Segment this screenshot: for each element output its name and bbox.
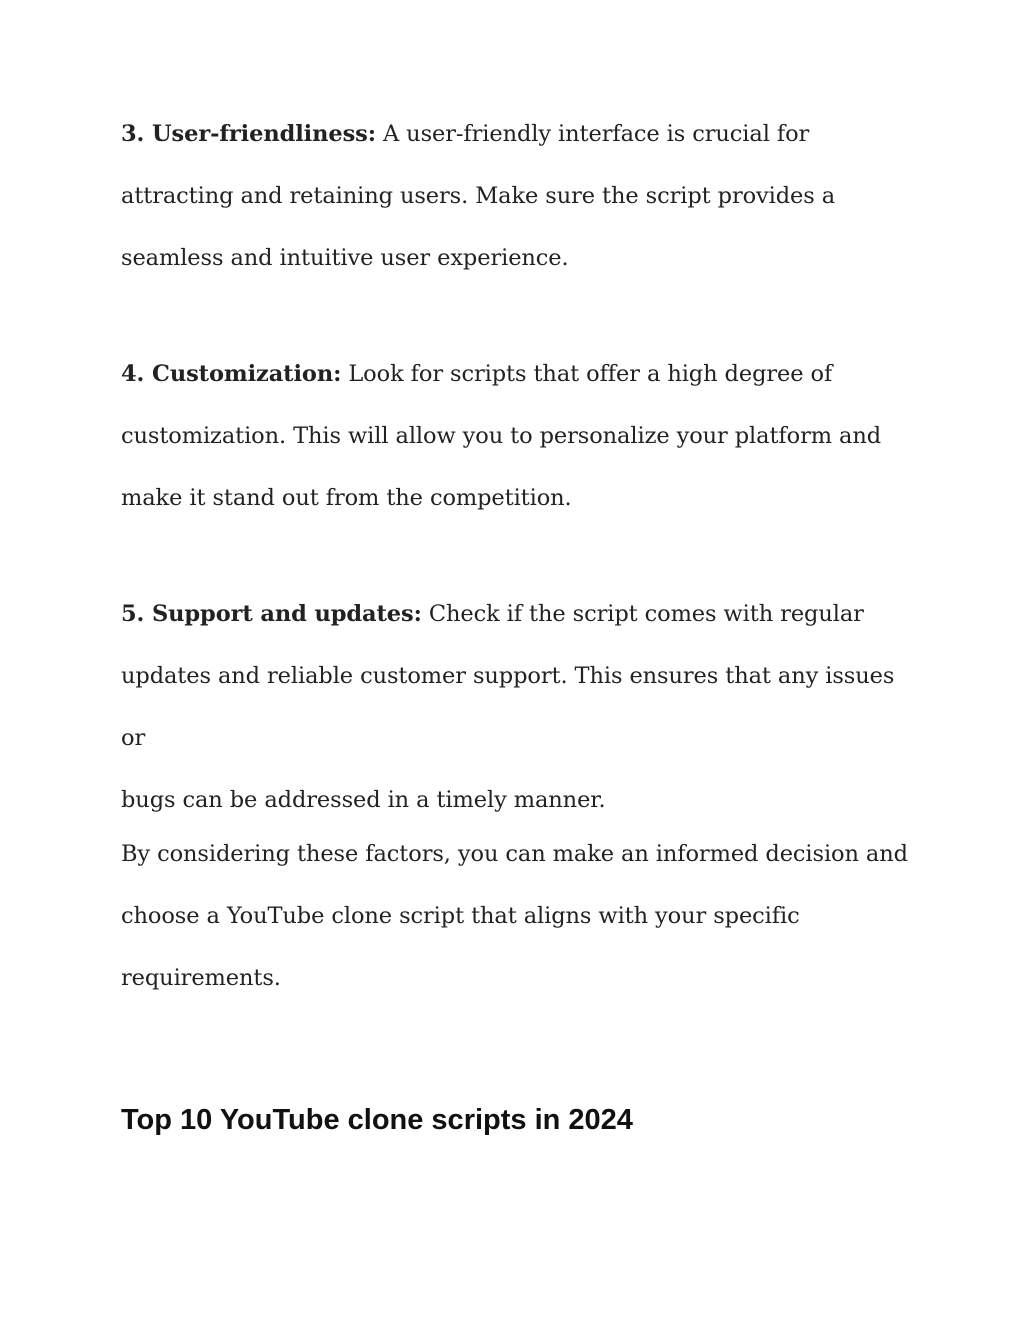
paragraph-line: Look for scripts that offer a high degree of (348, 361, 833, 387)
section-heading: Top 10 YouTube clone scripts in 2024 (121, 1104, 633, 1136)
paragraph-lead: 3. User-friendliness: (121, 121, 376, 147)
paragraph-support-and-updates (121, 583, 911, 831)
paragraph-line: bugs can be addressed in a timely manner. (121, 787, 606, 813)
paragraph-lead: 5. Support and updates: (121, 601, 422, 627)
paragraph-conclusion (121, 823, 908, 1009)
paragraph-line: requirements. (121, 965, 281, 991)
paragraph-line: choose a YouTube clone script that aligns with your specific (121, 903, 800, 929)
paragraph-line: attracting and retaining users. Make sure the script provides a (121, 183, 836, 209)
paragraph-line: seamless and intuitive user experience. (121, 245, 569, 271)
paragraph-line: A user-friendly interface is crucial for (382, 121, 810, 147)
paragraph-line: make it stand out from the competition. (121, 485, 572, 511)
paragraph-line: By considering these factors, you can make an informed decision and (121, 841, 908, 867)
paragraph-lead: 4. Customization: (121, 361, 342, 387)
paragraph-line: customization. This will allow you to personalize your platform and (121, 423, 882, 449)
paragraph-line: updates and reliable customer support. This ensures that any issues or (121, 663, 895, 751)
paragraph-customization (121, 343, 881, 529)
paragraph-user-friendliness (121, 103, 835, 289)
paragraph-line: Check if the script comes with regular (428, 601, 864, 627)
